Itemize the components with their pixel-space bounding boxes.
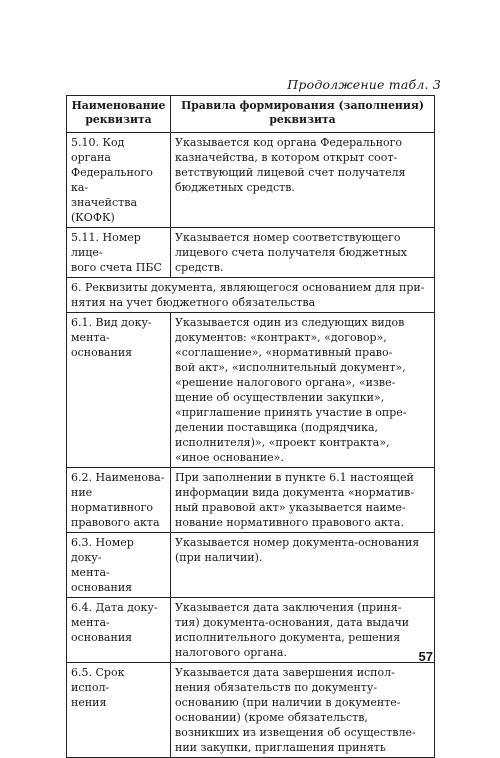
requisite-name-cell: 6.1. Вид доку- мента-основания	[67, 313, 171, 468]
table-row	[67, 533, 435, 598]
table-section-row	[67, 278, 435, 313]
table-continuation-caption: Продолжение табл. 3	[287, 77, 441, 92]
requisite-name-cell: 6.3. Номер доку- мента-основания	[67, 533, 171, 598]
table-row	[67, 663, 435, 758]
requisite-rule-cell: При заполнении в пункте 6.1 настоящей информации вида документа «норматив- ный правовой акт» указывается наиме- нование нормативного правового акта.	[171, 468, 435, 533]
column-header-rule: Правила формирования (заполнения) реквизита	[171, 96, 435, 133]
table-row	[67, 598, 435, 663]
requisite-name-cell: 6.2. Наименова- ние нормативного правового акта	[67, 468, 171, 533]
table-row	[67, 133, 435, 228]
table-row	[67, 313, 435, 468]
requisite-rule-cell: Указывается один из следующих видов документов: «контракт», «договор», «соглашение», «нормативный право- вой акт», «исполнительный документ», «решение налогового органа», «изве- щение об осуществлении закупки», «приглашение принять участие в опре- делении поставщика (подрядчика, исполнителя)», «проект контракта», «иное основание».	[171, 313, 435, 468]
requisite-rule-cell: Указывается код органа Федерального казначейства, в котором открыт соот- ветствующий лицевой счет получателя бюджетных средств.	[171, 133, 435, 228]
requisite-name-cell: 6.5. Срок испол- нения	[67, 663, 171, 758]
requisites-table	[66, 95, 435, 758]
requisite-name-cell: 5.10. Код органа Федерального ка- значейства (КОФК)	[67, 133, 171, 228]
requisite-rule-cell: Указывается номер документа-основания (при наличии).	[171, 533, 435, 598]
column-header-name: Наименование реквизита	[67, 96, 171, 133]
section-heading-cell: 6. Реквизиты документа, являющегося основанием для при- нятия на учет бюджетного обязательства	[67, 278, 435, 313]
page-number: 57	[418, 649, 433, 664]
requisite-rule-cell: Указывается дата заключения (приня- тия) документа-основания, дата выдачи исполнительного документа, решения налогового органа.	[171, 598, 435, 663]
table-row	[67, 468, 435, 533]
requisite-rule-cell: Указывается номер соответствующего лицевого счета получателя бюджетных средств.	[171, 228, 435, 278]
requisite-name-cell: 6.4. Дата доку- мента-основания	[67, 598, 171, 663]
table-header-row	[67, 96, 435, 133]
requisite-name-cell: 5.11. Номер лице- вого счета ПБС	[67, 228, 171, 278]
requisite-rule-cell: Указывается дата завершения испол- нения обязательств по документу- основанию (при наличии в документе- основании) (кроме обязательств, возникших из извещения об осуществле- нии закупки, приглашения принять	[171, 663, 435, 758]
table-row	[67, 228, 435, 278]
